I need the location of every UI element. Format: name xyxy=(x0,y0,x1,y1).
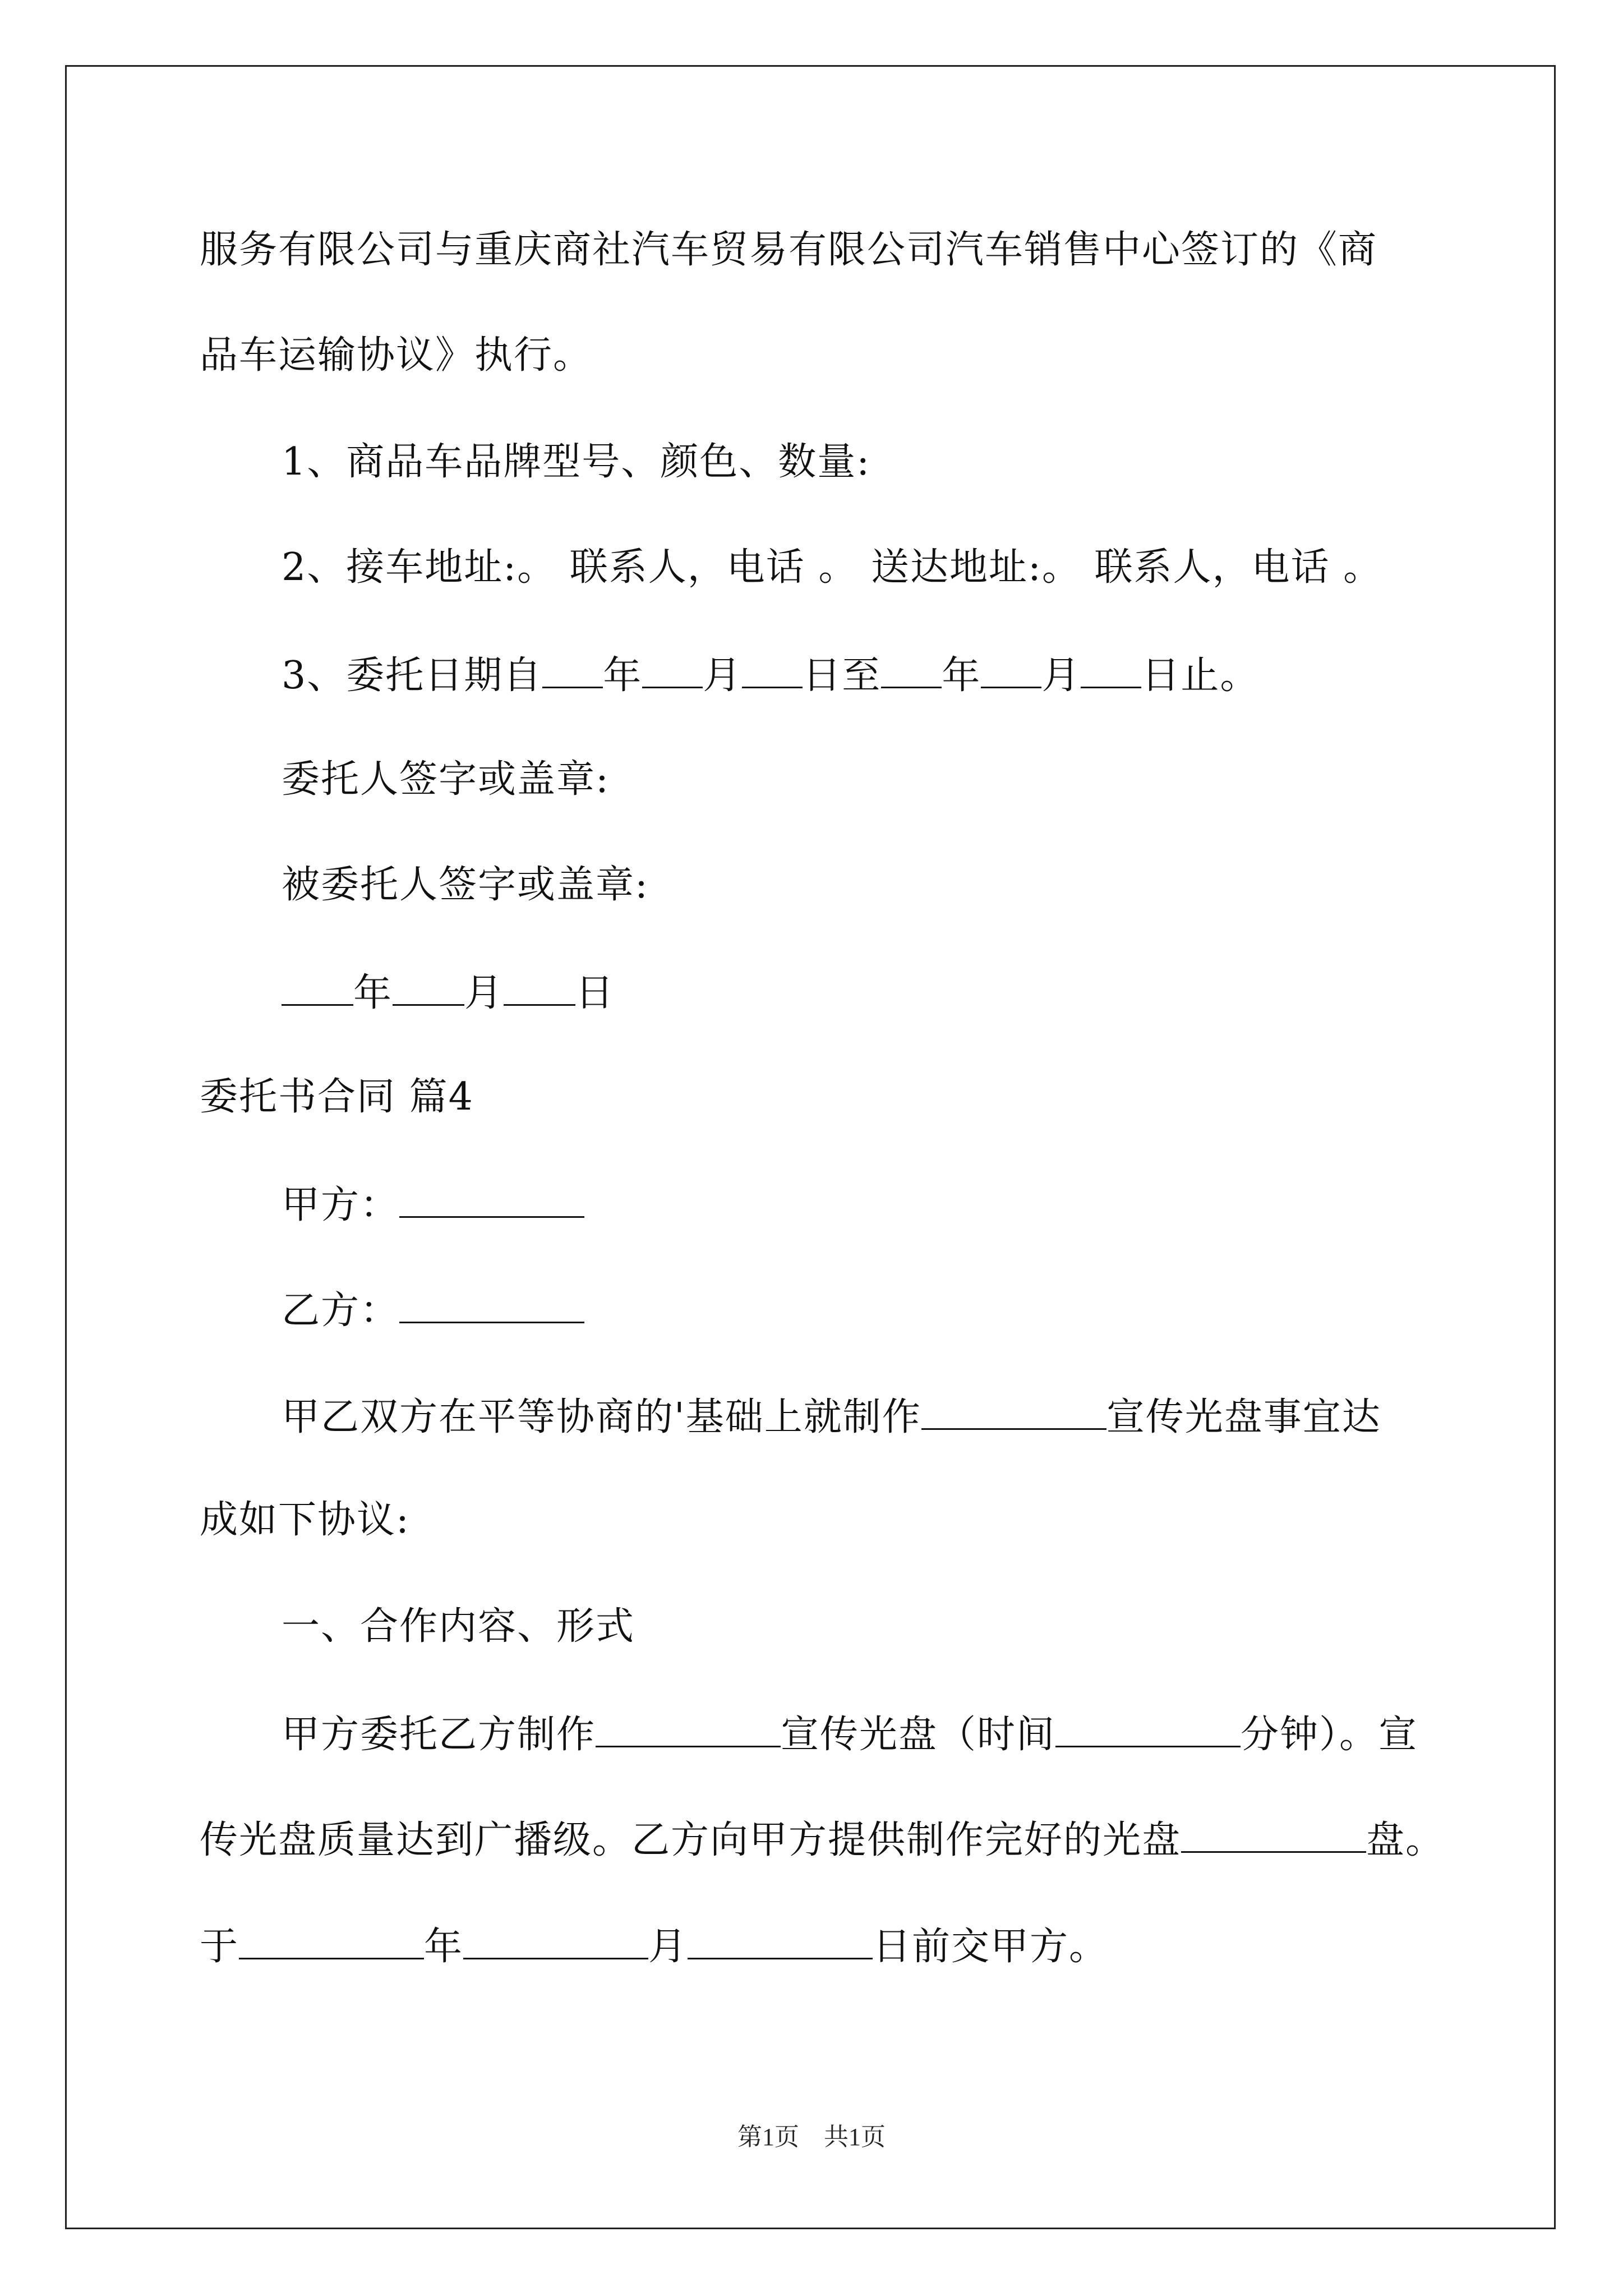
text: 月 xyxy=(648,1925,688,1969)
party-a-line xyxy=(282,1184,584,1225)
text: 甲方委托乙方制作 xyxy=(282,1713,596,1757)
blank-field xyxy=(921,1396,1106,1430)
blank-field xyxy=(239,1925,424,1959)
paragraph-line xyxy=(200,333,593,378)
item-1 xyxy=(282,440,871,484)
paragraph-line xyxy=(200,1925,1109,1969)
paragraph-line xyxy=(200,1819,1445,1860)
blank-field xyxy=(981,654,1041,688)
text: 年 xyxy=(603,654,643,698)
text: 委托人签字或盖章: xyxy=(282,757,610,802)
paragraph-line xyxy=(200,1498,410,1542)
blank-field xyxy=(881,654,942,688)
blank-field xyxy=(399,1184,584,1218)
text: 服务有限公司与重庆商社汽车贸易有限公司汽车销售中心签订的《商 xyxy=(200,228,1378,272)
blank-field xyxy=(1055,1713,1241,1747)
text: 年 xyxy=(353,971,393,1015)
blank-field xyxy=(1081,654,1141,688)
text: 月 xyxy=(703,654,743,698)
text: 月 xyxy=(1041,654,1081,698)
page-footer: 第1页 共1页 xyxy=(737,2123,886,2151)
blank-field xyxy=(463,1925,648,1959)
blank-field xyxy=(742,654,803,688)
text: 被委托人签字或盖章: xyxy=(282,863,649,907)
signature-date xyxy=(282,972,615,1013)
text: 日前交甲方。 xyxy=(873,1925,1109,1969)
blank-field xyxy=(399,1289,584,1323)
section-title xyxy=(200,1075,474,1119)
text: 于 xyxy=(200,1925,239,1969)
item-2 xyxy=(282,545,1383,590)
text: 2、接车地址:。 联系人，电话 。 送达地址:。 联系人，电话 。 xyxy=(282,545,1383,590)
text: 甲方： xyxy=(282,1183,400,1227)
blank-field xyxy=(596,1713,781,1747)
client-signature-line xyxy=(282,757,610,802)
text: 月 xyxy=(464,971,504,1015)
text: 分钟）。宣 xyxy=(1241,1713,1418,1757)
text: 委托书合同 篇4 xyxy=(200,1075,474,1119)
text: 成如下协议: xyxy=(200,1498,410,1542)
text: 年 xyxy=(942,654,981,698)
text: 甲乙双方在平等协商的'基础上就制作 xyxy=(282,1395,921,1439)
blank-field xyxy=(393,972,464,1006)
agent-signature-line xyxy=(282,863,649,907)
text: 3、委托日期自 xyxy=(282,654,543,698)
blank-field xyxy=(504,972,575,1006)
paragraph-line xyxy=(282,1713,1418,1757)
text: 乙方： xyxy=(282,1289,400,1333)
paragraph-line xyxy=(282,1396,1381,1437)
text: 传光盘质量达到广播级。乙方向甲方提供制作完好的光盘 xyxy=(200,1818,1182,1862)
text: 盘。 xyxy=(1366,1818,1445,1862)
blank-field xyxy=(282,972,353,1006)
blank-field xyxy=(542,654,603,688)
text: 日至 xyxy=(803,654,882,698)
item-3-date-range xyxy=(282,654,1260,698)
text: 1、商品车品牌型号、颜色、数量: xyxy=(282,440,871,484)
text: 日 xyxy=(575,971,615,1015)
clause-heading xyxy=(282,1604,635,1649)
text: 品车运输协议》执行。 xyxy=(200,333,593,378)
blank-field xyxy=(1181,1819,1366,1853)
blank-field xyxy=(642,654,703,688)
paragraph-line xyxy=(200,228,1378,272)
text: 宣传光盘事宜达 xyxy=(1106,1395,1381,1439)
page-border xyxy=(65,65,1556,2229)
text: 日止。 xyxy=(1141,654,1260,698)
text: 年 xyxy=(424,1925,464,1969)
blank-field xyxy=(688,1925,873,1959)
party-b-line xyxy=(282,1289,584,1333)
text: 宣传光盘（时间 xyxy=(781,1713,1056,1757)
text: 一、合作内容、形式 xyxy=(282,1604,635,1649)
